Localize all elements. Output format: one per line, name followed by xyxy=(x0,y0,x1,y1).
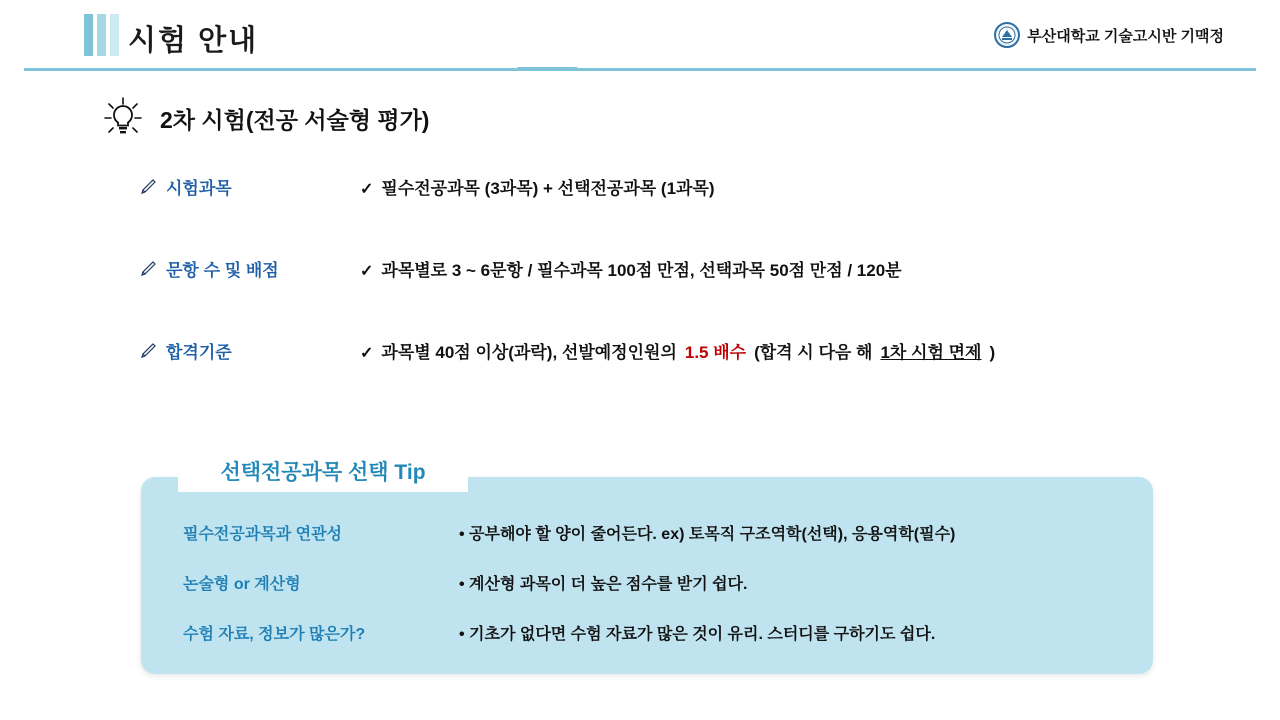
row-label-text: 시험과목 xyxy=(166,179,232,198)
list-item xyxy=(0,160,1280,242)
lightbulb-icon xyxy=(100,96,146,140)
tip-panel-title xyxy=(178,450,468,492)
row-value-pre: 과목별 40점 이상(과락), 선발예정인원의 xyxy=(381,343,677,362)
section-heading xyxy=(100,96,429,140)
header-divider xyxy=(24,68,1256,71)
tip-panel-title-text: 선택전공과목 선택 Tip xyxy=(220,461,426,484)
row-value xyxy=(360,338,995,363)
row-value-mid: (합격 시 다음 해 xyxy=(754,343,873,362)
tip-item-value: • 계산형 과목이 더 높은 점수를 받기 쉽다. xyxy=(459,576,748,593)
row-value-text: 필수전공과목 (3과목) + 선택전공과목 (1과목) xyxy=(381,179,715,198)
row-label xyxy=(140,338,232,363)
row-label xyxy=(140,174,232,199)
brand xyxy=(994,22,1224,48)
tip-item-value: • 기초가 없다면 수험 자료가 많은 것이 유리. 스터디를 구하기도 쉽다. xyxy=(459,626,936,643)
brand-label: 부산대학교 기술고시반 기맥정 xyxy=(1027,27,1224,45)
tip-item xyxy=(141,613,1153,663)
header-notch xyxy=(515,48,595,70)
row-value-post: ) xyxy=(989,343,996,362)
row-label xyxy=(140,256,279,281)
tip-item-value: • 공부해야 할 양이 줄어든다. ex) 토목직 구조역학(선택), 응용역학(필수) xyxy=(459,526,956,543)
pen-icon xyxy=(140,260,157,277)
row-value-highlight: 1.5 배수 xyxy=(684,343,747,362)
check-icon: ✓ xyxy=(360,345,374,362)
three-bars-icon xyxy=(84,14,119,56)
check-icon: ✓ xyxy=(360,263,374,280)
row-value-text: 과목별로 3 ~ 6문항 / 필수과목 100점 만점, 선택과목 50점 만점 / 120분 xyxy=(381,261,902,280)
tip-item xyxy=(141,513,1153,563)
pen-icon xyxy=(140,342,157,359)
tip-item-key: 필수전공과목과 연관성 xyxy=(183,526,343,543)
pen-icon xyxy=(140,178,157,195)
row-value xyxy=(360,174,715,199)
list-item xyxy=(0,242,1280,324)
row-label-text: 합격기준 xyxy=(166,343,232,362)
section-title: 2차 시험(전공 서술형 평가) xyxy=(160,106,430,133)
tip-rows xyxy=(141,513,1153,663)
slide-header xyxy=(0,0,1280,76)
tip-item-key: 논술형 or 계산형 xyxy=(183,576,301,593)
content-rows xyxy=(0,160,1280,406)
check-icon: ✓ xyxy=(360,181,374,198)
row-value-underlined: 1차 시험 면제 xyxy=(880,343,982,362)
tip-item-key: 수험 자료, 정보가 많은가? xyxy=(183,626,366,643)
list-item xyxy=(0,324,1280,406)
row-value xyxy=(360,256,902,281)
tip-item xyxy=(141,563,1153,613)
row-label-text: 문항 수 및 배점 xyxy=(166,261,279,280)
tip-panel xyxy=(141,477,1153,674)
university-emblem-icon xyxy=(994,22,1020,48)
page-title: 시험 안내 xyxy=(128,25,259,57)
